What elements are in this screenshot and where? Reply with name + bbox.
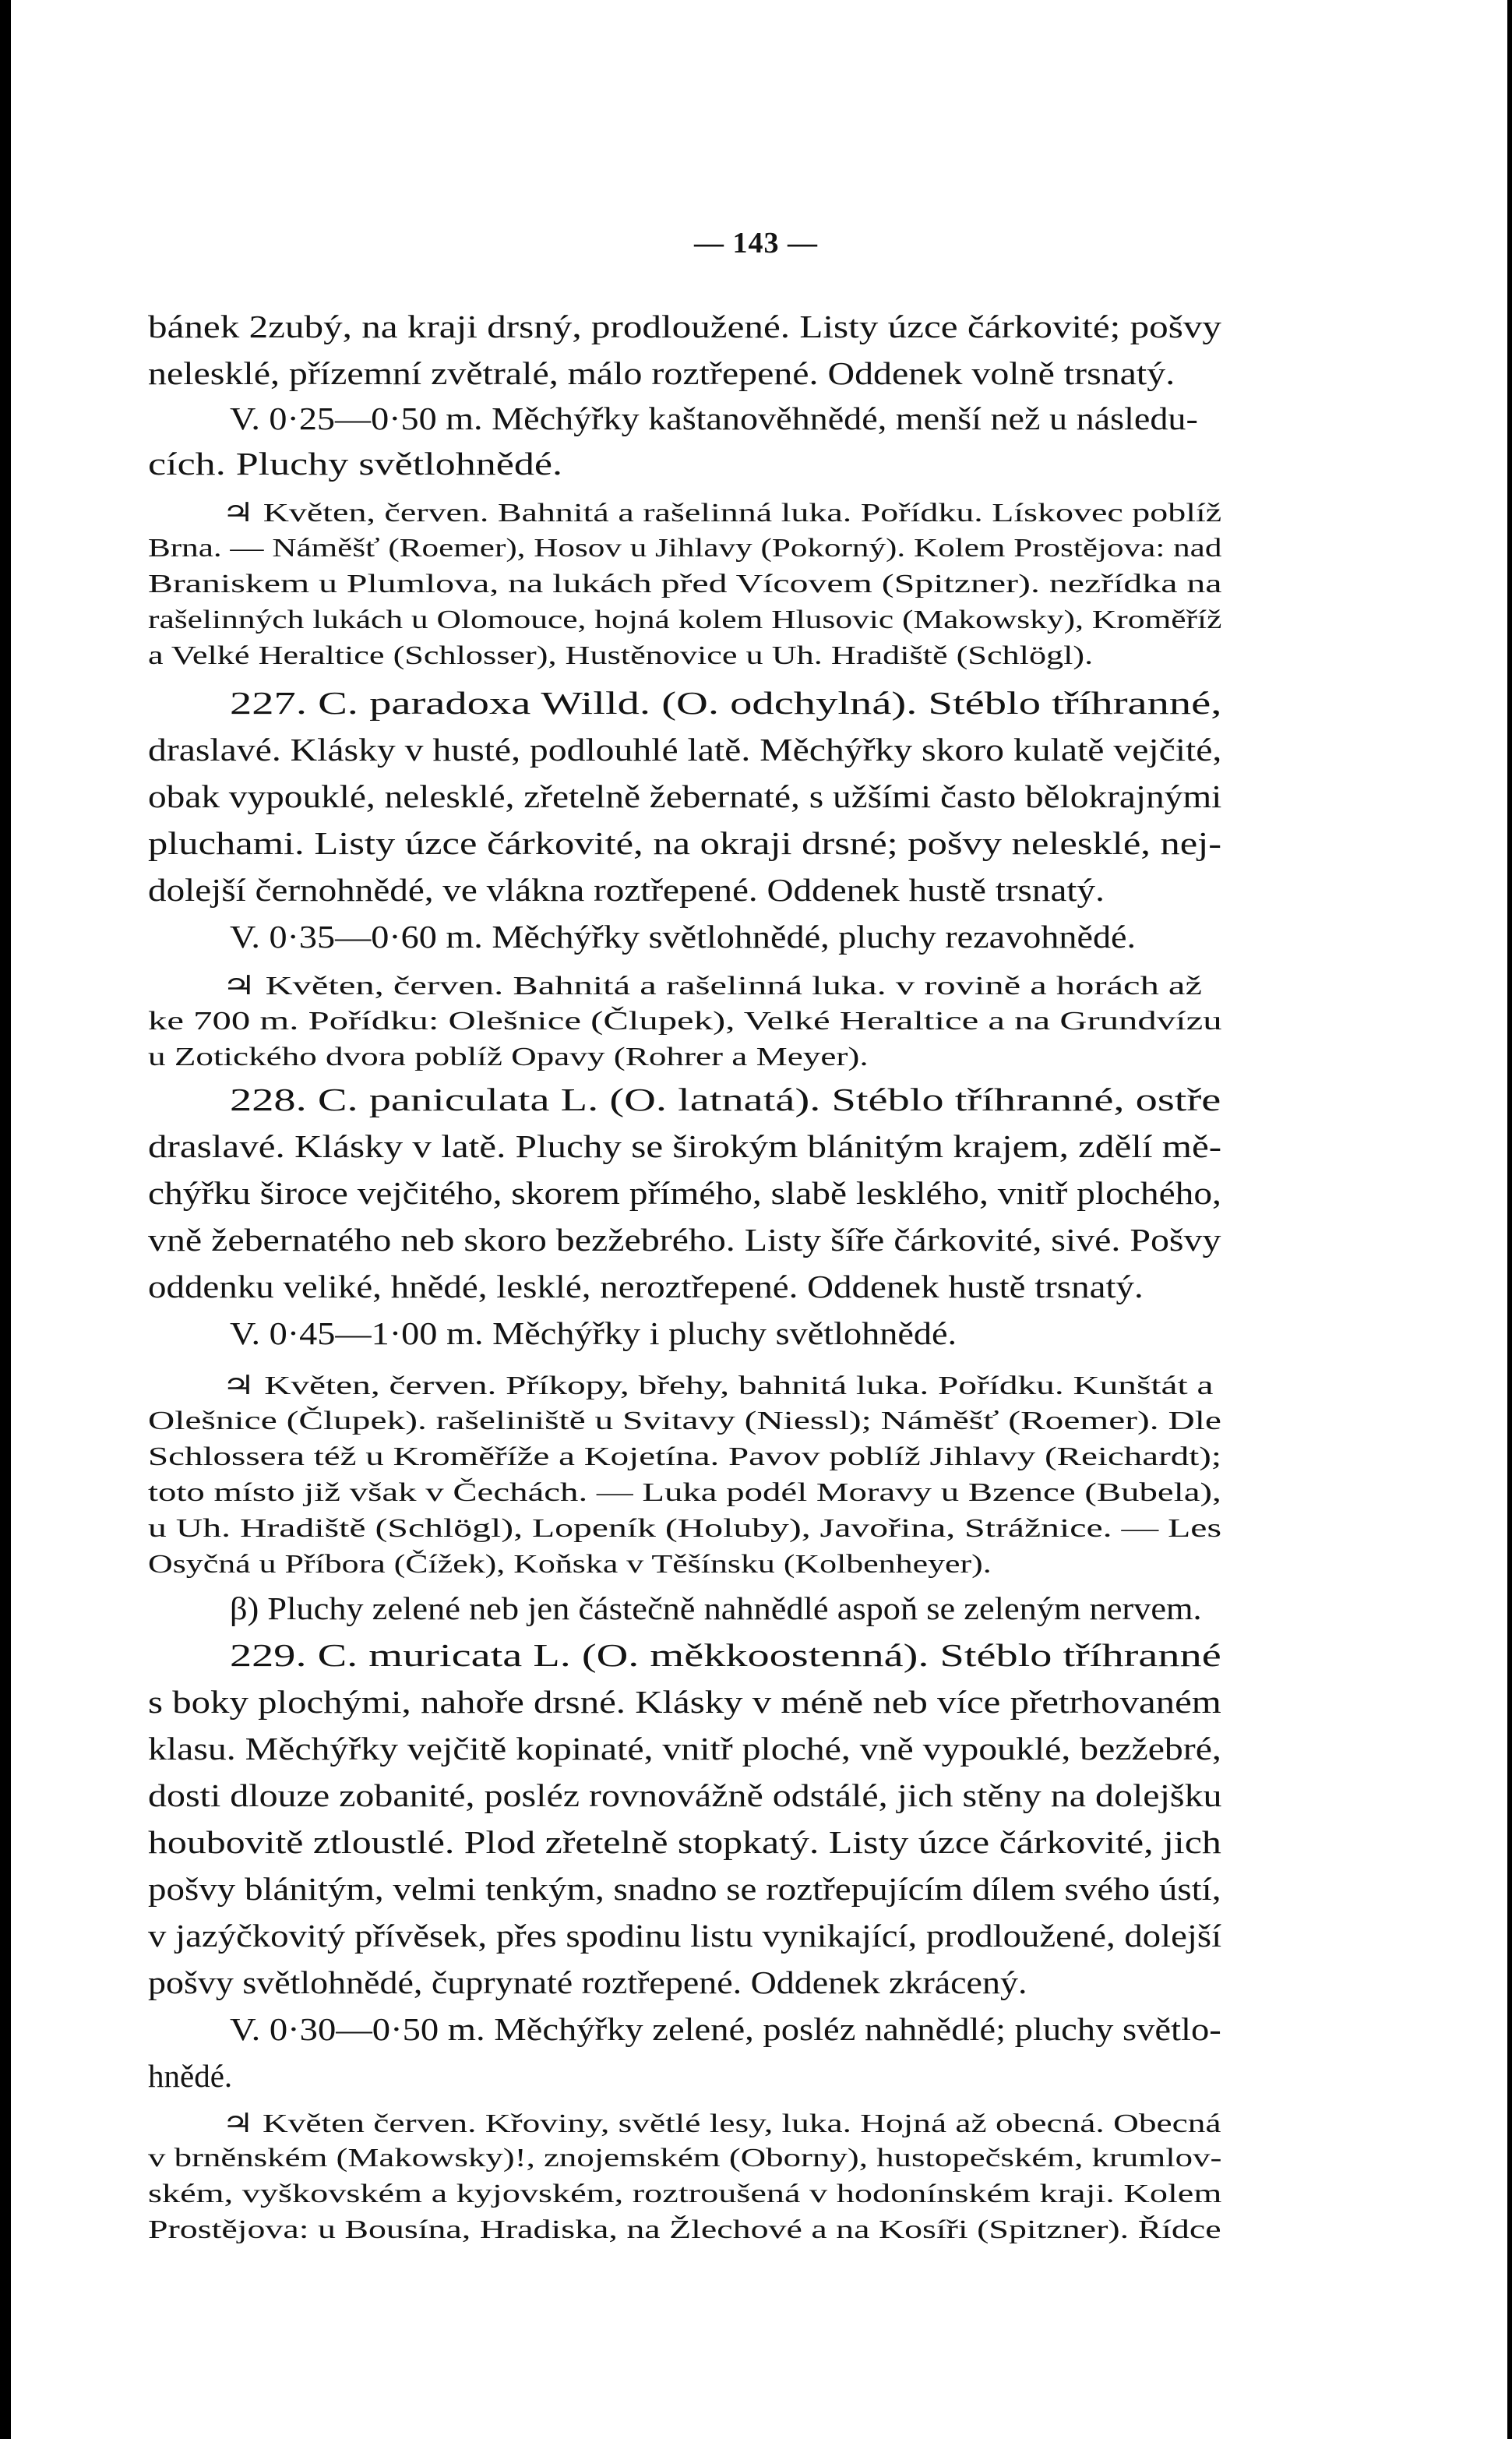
text-line: V. 0·45—1·00 m. Měchýřky i pluchy světlohnědé. [230, 1315, 957, 1351]
text-line: Braniskem u Plumlova, na lukách před Vícovem (Spitzner). nezřídka na [148, 570, 1222, 598]
text-line: houbovitě ztloustlé. Plod zřetelně stopkatý. Listy úzce čárkovité, jich [148, 1824, 1221, 1860]
text-line: 228. C. paniculata L. (O. latnatá). Stéblo tříhranné, ostře [230, 1082, 1221, 1117]
text-line: Osyčná u Příbora (Čížek), Koňska v Těšínsku (Kolbenheyer). [148, 1550, 992, 1579]
text-line: vně žebernatého neb skoro bezžebrého. Listy šíře čárkovité, sivé. Pošvy [148, 1222, 1221, 1258]
text-line: V. 0·35—0·60 m. Měchýřky světlohnědé, pluchy rezavohnědé. [230, 919, 1137, 955]
text-line: a Velké Heraltice (Schlosser), Hustěnovice u Uh. Hradiště (Schlögl). [148, 641, 1094, 670]
text-line: hnědé. [148, 2058, 233, 2094]
text-line: cích. Pluchy světlohnědé. [148, 446, 563, 482]
text-line: V. 0·25—0·50 m. Měchýřky kaštanověhnědé, menší než u následu- [230, 401, 1198, 436]
text-line: nelesklé, přízemní zvětralé, málo roztřepené. Oddenek volně trsnatý. [148, 355, 1175, 391]
text-line: u Zotického dvora poblíž Opavy (Rohrer a Meyer). [148, 1043, 869, 1071]
text-line: 229. C. muricata L. (O. měkkoostenná). Stéblo tříhranné [230, 1637, 1221, 1673]
text-line: dolejší černohnědé, ve vlákna roztřepené. Oddenek hustě trsnatý. [148, 872, 1105, 908]
text-line: ♃ Květen červen. Křoviny, světlé lesy, luka. Hojná až obecná. Obecná [222, 2109, 1221, 2138]
text-line: toto místo již však v Čechách. — Luka podél Moravy u Bzence (Bubela), [148, 1478, 1221, 1507]
text-line: Brna. — Náměšť (Roemer), Hosov u Jihlavy (Pokorný). Kolem Prostějova: nad [148, 534, 1222, 563]
text-line: v brněnském (Makowsky)!, znojemském (Oborny), hustopečském, krumlov- [148, 2144, 1222, 2173]
text-line: v jazýčkovitý přívěsek, přes spodinu listu vynikající, prodloužené, dolejší [148, 1918, 1222, 1954]
text-line: klasu. Měchýřky vejčitě kopinaté, vnitř ploché, vně vypouklé, bezžebré, [148, 1731, 1221, 1767]
text-line: chýřku široce vejčitého, skorem přímého, slabě lesklého, vnitř plochého, [148, 1175, 1221, 1211]
text-line: ke 700 m. Pořídku: Olešnice (Člupek), Velké Heraltice a na Grundvízu [148, 1007, 1222, 1036]
text-line: pošvy světlohnědé, čuprynaté roztřepené. Oddenek zkrácený. [148, 1964, 1027, 2000]
text-line: bánek 2zubý, na kraji drsný, prodloužené. Listy úzce čárkovité; pošvy [148, 309, 1221, 344]
text-line: 227. C. paradoxa Willd. (O. odchylná). Stéblo tříhranné, [230, 685, 1222, 721]
text-line: draslavé. Klásky v latě. Pluchy se širokým blánitým krajem, zdělí mě- [148, 1128, 1222, 1164]
text-line: dosti dlouze zobanité, posléz rovnovážně odstálé, jich stěny na dolejšku [148, 1777, 1222, 1813]
text-line: Schlossera též u Kroměříže a Kojetína. Pavov poblíž Jihlavy (Reichardt); [148, 1442, 1221, 1471]
text-line: Prostějova: u Bousína, Hradiska, na Žlechové a na Kosíři (Spitzner). Řídce [148, 2215, 1221, 2244]
text-line: oddenku veliké, hnědé, lesklé, neroztřepené. Oddenek hustě trsnatý. [148, 1269, 1144, 1304]
scan-edge-left [0, 0, 11, 2439]
text-line: ♃ Květen, červen. Bahnitá a rašelinná luka. v rovině a horách až [222, 972, 1202, 1001]
text-line: pluchami. Listy úzce čárkovité, na okraji drsné; pošvy nelesklé, nej- [148, 825, 1222, 861]
text-line: Olešnice (Člupek). rašeliniště u Svitavy (Niessl); Náměšť (Roemer). Dle [148, 1407, 1221, 1435]
text-line: ském, vyškovském a kyjovském, roztroušená v hodonínském kraji. Kolem [148, 2180, 1222, 2208]
scan-edge-right [1507, 0, 1512, 2439]
text-line: ♃ Květen, červen. Bahnitá a rašelinná luka. Pořídku. Lískovec poblíž [222, 499, 1222, 528]
page-number: — 143 — [694, 227, 818, 259]
text-line: β) Pluchy zelené neb jen částečně nahnědlé aspoň se zeleným nervem. [230, 1590, 1202, 1626]
text-line: rašelinných lukách u Olomouce, hojná kolem Hlusovic (Makowsky), Kroměříž [148, 605, 1222, 634]
text-line: u Uh. Hradiště (Schlögl), Lopeník (Holuby), Javořina, Strážnice. — Les [148, 1514, 1222, 1543]
text-line: draslavé. Klásky v husté, podlouhlé latě. Měchýřky skoro kulatě vejčité, [148, 732, 1222, 768]
text-line: s boky plochými, nahoře drsné. Klásky v méně neb více přetrhovaném [148, 1684, 1221, 1720]
text-line: V. 0·30—0·50 m. Měchýřky zelené, posléz nahnědlé; pluchy světlo- [230, 2011, 1221, 2047]
text-line: pošvy blánitým, velmi tenkým, snadno se roztřepujícím dílem svého ústí, [148, 1871, 1221, 1907]
text-line: obak vypouklé, nelesklé, zřetelně žebernaté, s užšími často bělokrajnými [148, 778, 1222, 814]
text-line: ♃ Květen, červen. Příkopy, břehy, bahnitá luka. Pořídku. Kunštát a [222, 1371, 1214, 1400]
